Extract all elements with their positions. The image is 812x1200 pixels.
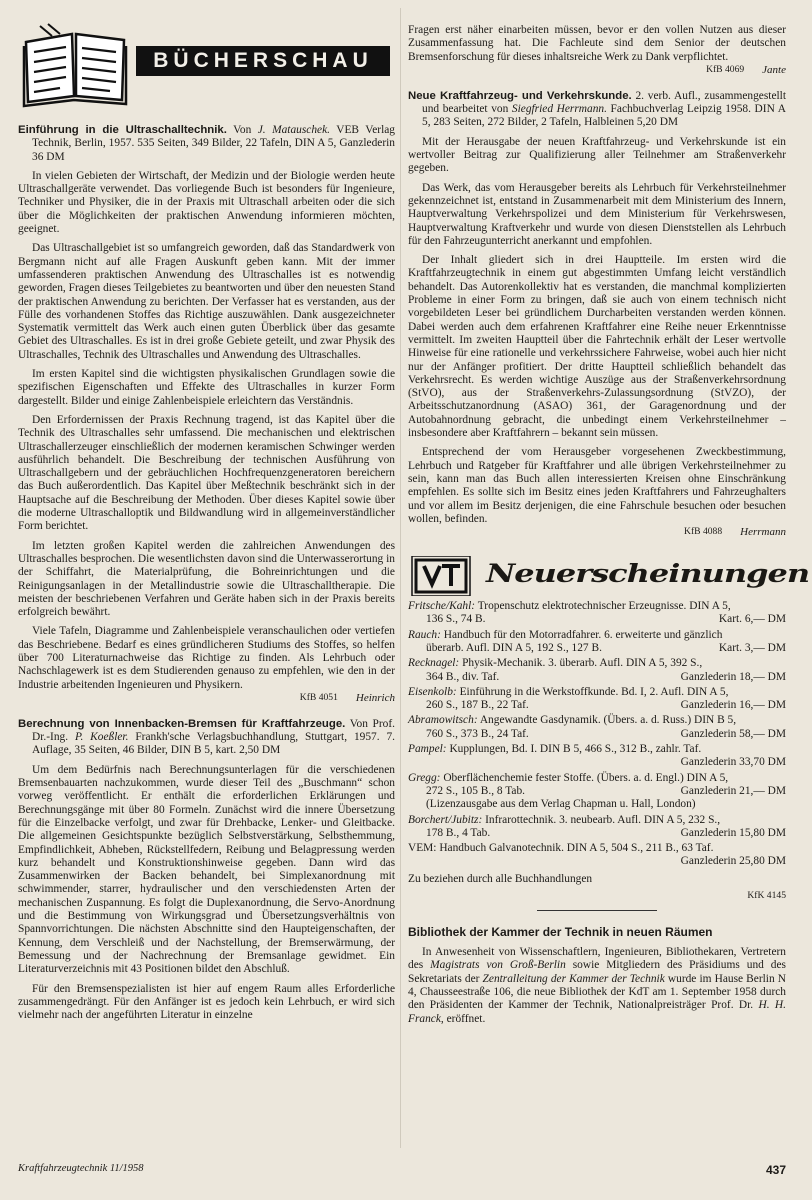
new-release-title: Oberflächenchemie fester Stoffe. (Übers. a. d. Engl.) DIN A 5, (440, 771, 729, 784)
review-paragraph: Im letzten großen Kapitel werden die zahlreichen Anwendungen des Ultraschalles besprochen. Die wesentlichsten davon sind die Unterwasserortung in der Schiffahrt, die Materialprüfung, die Bohreinrichtungen und die Reinigungsanlagen in der Metallindustrie sowie die Ultraschalltherapie. Die meisten der beschriebenen Verfahren und Geräte haben sich in der Praxis bereits erfolgreich bewährt. (18, 539, 395, 619)
new-release-item (408, 772, 786, 812)
new-release-specs: 364 B., div. Taf. (426, 670, 500, 683)
new-release-title: Handbuch für den Motorradfahrer. 6. erweiterte und gänzlich (440, 628, 723, 641)
new-release-specs: 178 B., 4 Tab. (426, 826, 491, 839)
review-paragraph: Für den Bremsenspezialisten ist hier auf engem Raum alles Erforderliche zusammengedrängt. Für den Anfänger ist es jedoch kein Lehrbuch, er wird sich vielmehr nach der angeführten Literatur in einzelne (18, 982, 395, 1022)
book-title: Berechnung von Innenbacken-Bremsen für Kraftfahrzeuge. (18, 717, 346, 730)
separator-rule (537, 910, 657, 911)
new-release-specs: überarb. Aufl. DIN A 5, 192 S., 127 B. (426, 641, 602, 654)
new-release-line (408, 842, 786, 855)
new-releases-title: Neuerscheinungen (486, 558, 810, 589)
availability-note: Zu beziehen durch alle Buchhandlungen (408, 872, 593, 885)
review-paragraph: Viele Tafeln, Diagramme und Zahlenbeispiele veranschaulichen oder vertiefen das Beschriebene. Bedarf es eines gründlicheren Studiums des Stoffes, so helfen über 700 Literaturnachweise das Richtige zu finden. Als Lehrbuch oder Nachschlagewerk ist es dem Studierenden genauso zu empfehlen, wie den in der Industrie arbeitenden Ingenieuren und Physikern. (18, 625, 395, 691)
review-heading: Einführung in die Ultraschalltechnik. Von J. Matauschek. VEB Verlag Technik, Berlin, 1957. 535 Seiten, 349 Bilder, 22 Tafeln, DIN A 5, Ganzlederin 36 DM (18, 124, 395, 163)
new-release-price: Ganzlederin 58,— DM (680, 727, 786, 740)
vt-logo-icon (410, 556, 472, 596)
review-heading: Berechnung von Innenbacken-Bremsen für Kraftfahrzeuge. Von Prof. Dr.-Ing. P. Koeßler. Frankh'sche Verlagsbuchhandlung, Stuttgart, 1957. 7. Auflage, 35 Seiten, 46 Bilder, DIN B 5, kart. 2,50 DM (18, 717, 396, 757)
new-release-details (408, 756, 786, 769)
new-release-details (408, 699, 786, 712)
new-release-author: Rauch: (408, 628, 441, 641)
new-release-price: Ganzlederin 33,70 DM (680, 756, 786, 769)
news-heading: Bibliothek der Kammer der Technik in neuen Räumen (408, 925, 713, 940)
new-release-title: Kupplungen, Bd. I. DIN B 5, 466 S., 312 B., zahlr. Taf. (446, 743, 702, 756)
new-release-details (408, 785, 786, 798)
new-release-specs: 760 S., 373 B., 24 Taf. (426, 727, 529, 740)
new-release-note: (Lizenzausgabe aus dem Verlag Chapman u. Hall, London) (426, 798, 696, 811)
review-paragraph: Mit der Herausgabe der neuen Kraftfahrzeug- und Verkehrskunde ist ein wertvoller Beitrag zur Qualifizierung aller Teilnehmer am Straßenverkehr gegeben. (408, 135, 786, 175)
new-release-details (408, 728, 786, 741)
book-author: J. Matauschek. (257, 124, 330, 136)
new-release-item (408, 600, 786, 627)
new-release-specs: 260 S., 187 B., 22 Taf. (426, 699, 529, 712)
review-heading: Neue Kraftfahrzeug- und Verkehrskunde. 2. verb. Aufl., zusammengestellt und bearbeitet von Siegfried Herrmann. Fachbuchverlag Leipzig 1958. DIN A 5, 283 Seiten, 272 Bilder, 2 Tafeln, Halbleinen 5,20 DM (408, 89, 787, 129)
new-release-price: Ganzlederin 15,80 DM (680, 826, 786, 839)
new-release-item (408, 657, 786, 684)
new-release-line (408, 772, 786, 785)
new-release-line (408, 657, 786, 670)
review-paragraph: Um dem Bedürfnis nach Berechnungsunterlagen für die verschiedenen Bremsenbauarten nachzukommen, wurde dieser Teil des „Buschmann“ schon vorweg veröffentlicht. Er enthält die erforderlichen Erklärungen und Berechnungsgänge mit über 80 Formeln. Zunächst wird die innere Übersetzung für die Einzelbacke verfolgt, und zwar für Drehbacke, Lenker- und Gleitbacke. Die allgemeinen Gesichtspunkte bezüglich Selbstverstärkung, Selbsthemmung, Empfindlichkeit, Abheben, Rückstellfedern, Reibung und Belagpressung werden kurz behandelt und Konstruktionshinweise gegeben. Dann wird das Zusammenwirken der Backen behandelt, bei Simplexanordnung mit schwimmender, starrer, hydraulischer und den verschiedensten Arten der mechanischen Zuspannung. Es folgt die Duplexanordnung, die Servo-Anordnung und die Bestimmung von Wirkungsgrad und Übersetzungsverhältnis von Spannvorrichtungen. Die nächsten Abschnitte sind den Haupteigenschaften, der Kennung, dem Verschleiß und der Nachstellung, der Bremserwärmung, der Bemessung und der Nachrechnung der Bremsanlage gewidmet. Ein Literaturverzeichnis mit 43 Positionen bildet den Abschluß. (18, 763, 395, 976)
new-release-author: Recknagel: (408, 657, 460, 670)
new-release-item (408, 686, 786, 713)
book-details: Frankh'sche Verlagsbuchhandlung, Stuttgart, 1957. 7. Auflage, 35 Seiten, 46 Bilder, DIN B 5, kart. 2,50 DM (32, 731, 395, 757)
book-author: P. Koeßler. (74, 731, 129, 744)
review-paragraph: Fragen erst näher einarbeiten müssen, bevor er den vollen Nutzen aus dieser Zusammenfassung hat. Die Fachleute sind dem Senior der deutschen Bremsenforschung für dieses inhaltsreiche Werk zu Dank verpflichtet. (408, 24, 786, 63)
new-release-price: Kart. 3,— DM (718, 641, 786, 654)
new-release-price: Ganzlederin 16,— DM (680, 699, 786, 712)
new-release-item (408, 629, 786, 656)
column-divider (400, 8, 401, 1148)
new-release-author: Fritsche/Kahl: (408, 600, 476, 613)
new-releases-header (408, 552, 810, 600)
new-release-details (408, 827, 786, 840)
book-author: Siegfried Herrmann. (511, 103, 607, 116)
new-release-author: Eisenkolb: (408, 685, 457, 698)
new-release-line (408, 714, 786, 727)
review-paragraph: In vielen Gebieten der Wirtschaft, der Medizin und der Biologie werden heute Ultraschallgeräte verwendet. Das vorliegende Buch ist besonders für Ingenieure, Techniker und Physiker, die in der Praxis mit Ultraschall arbeiten oder die sich über die Möglichkeiten der praktischen Anwendung informieren möchten, geeignet. (18, 169, 395, 236)
new-release-item (408, 714, 786, 741)
new-release-title: Angewandte Gasdynamik. (Übers. a. d. Russ.) DIN B 5, (477, 714, 737, 727)
page-number: 437 (766, 1163, 787, 1177)
new-release-details (408, 855, 786, 868)
news-paragraph: In Anwesenheit von Wissenschaftlern, Ingenieuren, Bibliothekaren, Vertretern des Magistrats von Groß-Berlin sowie Mitgliedern des Präsidiums und des Sekretariats der Zentralleitung der Kammer der Technik wurde im Hause Berlin N 4, Chausseestraße 106, die neue Bibliothek der KdT am 1. September 1958 durch den Präsidenten der Kammer der Technik, Nationalpreisträger Prof. Dr. H. H. Franck, eröffnet. (408, 946, 786, 1025)
new-release-author: Abramowitsch: (408, 714, 478, 727)
review-signature: KfB 4069 Jante (706, 63, 786, 76)
new-release-line (408, 814, 786, 827)
new-release-price: Ganzlederin 25,80 DM (680, 855, 786, 868)
book-title: Einführung in die Ultraschalltechnik. (18, 124, 227, 136)
new-release-price: Kart. 6,— DM (718, 613, 786, 626)
review-paragraph: Der Inhalt gliedert sich in drei Hauptteile. Im ersten wird die Kraftfahrzeugtechnik in einem gut abgestimmten Umfang leicht verständlich behandelt. Das Autorenkollektiv hat es verstanden, die manchmal komplizierten Probleme in einer Form zu bringen, daß sie auch von einem technisch nicht vorgebildeten Leser bei gründlichem Durcharbeiten verstanden werden können. Dabei werden auch dem erfahrenen Kraftfahrer eine Reihe neuer Erkenntnisse vermittelt. Im zweiten Hauptteil über die Fahrtechnik erhält der Leser wertvolle Hinweise für eine rationelle und verkehrssichere Fahrweise, wobei auch hier nicht nur der Anfänger profitiert. Der dritte Hauptteil schließlich behandelt das Verkehrsrecht. Es werden wichtige Auszüge aus der Straßenverkehrsordnung (StVO), aus der Straßenverkehrs-Zulassungsordnung (StVZO), der Arbeitsschutzanordnung (ASAO) 361, der Garagenordnung und der Autobahnordnung gebracht, die unbedingt einem Verkehrsteilnehmer – insbesondere aber Kraftfahrern – bekannt sein müssen. (408, 254, 786, 440)
new-release-title: Infrarottechnik. 3. neubearb. Aufl. DIN A 5, 232 S., (482, 813, 721, 826)
new-release-specs: 272 S., 105 B., 8 Tab. (426, 784, 525, 797)
review-paragraph: Den Erfordernissen der Praxis Rechnung tragend, ist das Kapitel über die Technik des Ultraschalles sehr umfassend. Die mechanischen und elektrischen Ultraschallerzeuger einschließlich der modernen keramischen Schwinger werden ausführlich behandelt. Die Beschreibung der technischen Ausführung von Ultraschallgebern und der gebräuchlichen Hochfrequenzgeneratoren bereichern das Buch außerordentlich. Das Kapitel über Meßtechnik beschränkt sich in der Hauptsache auf die Beschreibung der Methoden. Über dieses Kapitel sowie über die moderne Ultraschalloptik und Bildwandlung wird in allgemeinverständlicher Form berichtet. (18, 413, 395, 533)
review-signature: KfB 4051 Heinrich (299, 691, 395, 704)
journal-footer: Kraftfahrzeugtechnik 11/1958 (18, 1163, 144, 1174)
new-release-details (408, 613, 786, 626)
open-book-icon (20, 22, 132, 108)
review-paragraph: Das Ultraschallgebiet ist so umfangreich geworden, daß das Standardwerk von Bergmann nicht auf alle Fragen Auskunft geben kann. Mit der immer umfassenderen praktischen Anwendung des Ultraschalles ist es notwendig geworden, Fragen dieses Teilgebietes zu beantworten und über den neuesten Stand der praktischen Anwendung zu berichten. Der Verfasser hat es verstanden, aus der Fülle des vorhandenen Stoffes das Richtige auszuwählen. Dank ausgezeichneter Systematik vermittelt das Werk auch einen guten Überblick über das gesamte Gebiet des Ultraschalles. Es ist in drei große Gebiete geteilt, und zwar Physik des Ultraschalles, Technik des Ultraschalles und Anwendung des Ultraschalles. (18, 242, 395, 361)
right-column (408, 24, 810, 1026)
new-releases-list (408, 600, 786, 869)
new-release-title: Einführung in die Werkstoffkunde. Bd. I, 2. Aufl. DIN A 5, (456, 685, 729, 698)
left-column (18, 124, 395, 1022)
new-release-specs: 136 S., 74 B. (426, 613, 486, 626)
section-banner: BÜCHERSCHAU (136, 46, 390, 76)
review-paragraph: Das Werk, das vom Herausgeber bereits als Lehrbuch für Verkehrsteilnehmer gekennzeichnet ist, entstand in Zusammenarbeit mit dem Ministerium des Innern, Hauptverwaltung Verkehrspolizei und dem Ministerium für Verkehrswesen, Hauptverwaltung Kraftverkehr und wurde von diesen Dienststellen als Lehrbuch für den Fahrzeugunterricht anerkannt und empfohlen. (408, 181, 786, 247)
new-release-item (408, 814, 786, 841)
new-release-item (408, 743, 786, 770)
new-release-author: Pampel: (408, 743, 447, 756)
book-title: Neue Kraftfahrzeug- und Verkehrskunde. (408, 89, 632, 102)
new-release-line (408, 629, 786, 642)
new-release-details (408, 671, 786, 684)
review-paragraph: Im ersten Kapitel sind die wichtigsten physikalischen Grundlagen sowie die spezifischen Eigenschaften und Effekte des Ultraschalles in kurzer Form dargestellt. Bilder und einige Zahlenbeispiele erleichtern das Verständnis. (18, 368, 395, 407)
section-header (18, 18, 395, 110)
new-release-item (408, 842, 786, 869)
new-release-author: Gregg: (408, 771, 441, 784)
review-paragraph: Entsprechend der vom Herausgeber vorgesehenen Zweckbestimmung, Lehrbuch und Ratgeber für Kraftfahrer und alle übrigen Verkehrsteilnehmer zu sein, kann man das Buch allen interessierten Kreisen ohne Einschränkung empfehlen. Es sollte sich im Besitz eines jeden Kraftfahrers und Fahrzeughalters und vor allem im Besitz derjenigen, die eine Fahrschule besuchen oder besuchen wollen, befinden. (408, 446, 786, 525)
list-signature: KfK 4145 (747, 890, 786, 902)
new-release-line (408, 686, 786, 699)
new-release-price: Ganzlederin 18,— DM (680, 670, 786, 683)
new-release-line (408, 600, 786, 613)
new-release-author: Borchert/Jubitz: (408, 813, 483, 826)
book-details: VEB Verlag Technik, Berlin, 1957. 535 Seiten, 349 Bilder, 22 Tafeln, DIN A 5, Ganzlederin 36 DM (32, 124, 395, 163)
review-signature: KfB 4088 Herrmann (684, 526, 786, 539)
new-release-title: VEM: Handbuch Galvanotechnik. DIN A 5, 504 S., 211 B., 63 Taf. (408, 842, 714, 855)
book-details: Fachbuchverlag Leipzig 1958. DIN A 5, 283 Seiten, 272 Bilder, 2 Tafeln, Halbleinen 5,20 DM (422, 103, 786, 129)
new-release-line (408, 743, 786, 756)
new-release-details (408, 642, 786, 655)
new-release-title: Tropenschutz elektrotechnischer Erzeugnisse. DIN A 5, (475, 600, 731, 613)
new-release-title: Physik-Mechanik. 3. überarb. Aufl. DIN A 5, 392 S., (459, 657, 703, 670)
new-release-price: Ganzlederin 21,— DM (680, 784, 786, 797)
